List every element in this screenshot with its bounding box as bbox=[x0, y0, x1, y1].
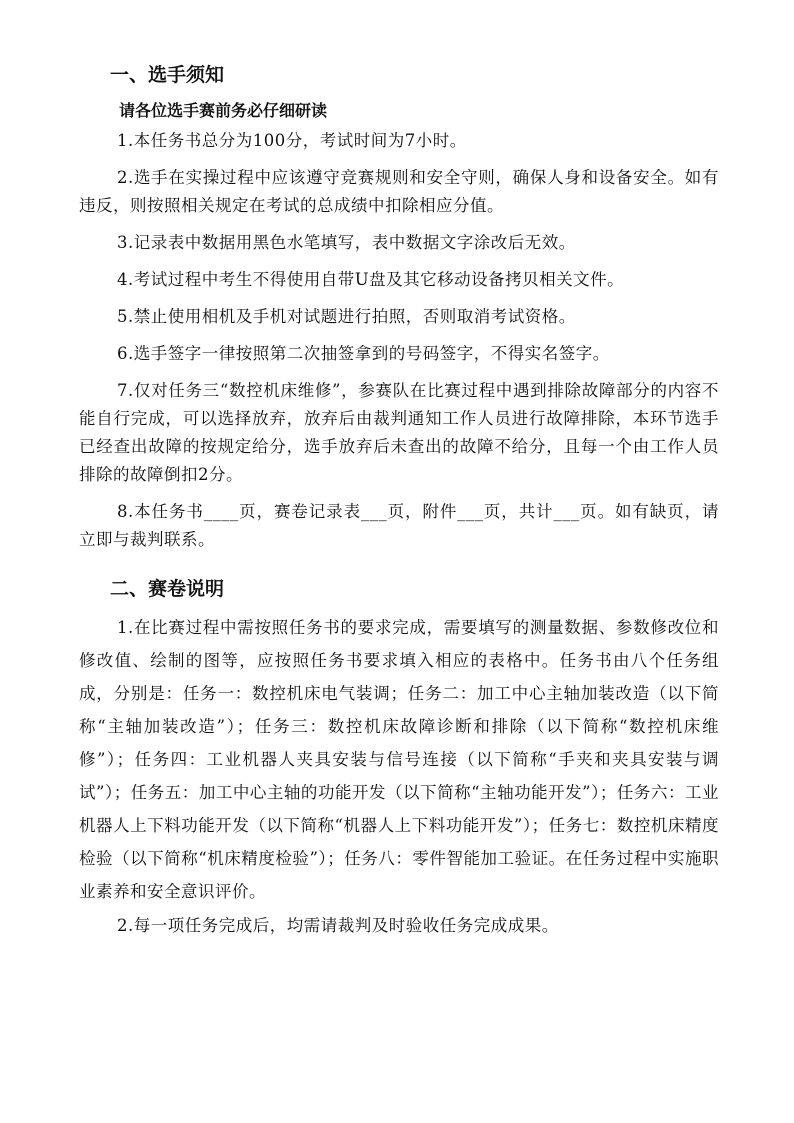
notice-item-6: 6.选手签字一律按照第二次抽签拿到的号码签字，不得实名签字。 bbox=[117, 344, 610, 363]
notice-item-4: 4.考试过程中考生不得使用自带U盘及其它移动设备拷贝相关文件。 bbox=[117, 270, 625, 289]
notice-item-3: 3.记录表中数据用黑色水笔填写，表中数据文字涂改后无效。 bbox=[117, 233, 576, 252]
instruction-item-2: 2.每一项任务完成后，均需请裁判及时验收任务完成成果。 bbox=[117, 916, 559, 935]
notice-item-8: 8.本任务书____页，赛卷记录表___页，附件___页，共计___页。如有缺页，请立即与裁判联系。 bbox=[79, 502, 719, 549]
instruction-item-1: 1.在比赛过程中需按照任务书的要求完成，需要填写的测量数据、参数修改位和修改值、绘制的图等，应按照任务书要求填入相应的表格中。任务书由八个任务组成，分别是：任务一：数控机床电气装调；任务二：加工中心主轴加装改造（以下简称“主轴加装改造”）；任务三：数控机床故障诊断和排除（以下简称“数控机床维修”）；任务四：工业机器人夹具安装与信号连接（以下简称“手夹和夹具安装与调试”）；任务五：加工中心主轴的功能开发（以下简称“主轴功能开发”）；任务六：工业机器人上下料功能开发（以下简称“机器人上下料功能开发”）；任务七：数控机床精度检验（以下简称“机床精度检验”）；任务八：零件智能加工验证。在任务过程中实施职业素养和安全意识评价。 bbox=[79, 618, 719, 901]
section-subheading: 请各位选手赛前务必仔细研读 bbox=[119, 101, 328, 120]
section-heading-contestant-notice: 一、选手须知 bbox=[110, 64, 225, 86]
section-heading-exam-instructions: 二、赛卷说明 bbox=[110, 578, 225, 600]
notice-item-2: 2.选手在实操过程中应该遵守竞赛规则和安全守则，确保人身和设备安全。如有违反，则按照相关规定在考试的总成绩中扣除相应分值。 bbox=[79, 168, 719, 215]
notice-item-5: 5.禁止使用相机及手机对试题进行拍照，否则取消考试资格。 bbox=[117, 307, 576, 326]
notice-item-1: 1.本任务书总分为100分，考试时间为7小时。 bbox=[117, 131, 467, 150]
notice-item-7: 7.仅对任务三“数控机床维修”，参赛队在比赛过程中遇到排除故障部分的内容不能自行完成，可以选择放弃，放弃后由裁判通知工作人员进行故障排除，本环节选手已经查出故障的按规定给分，选手放弃后未查出的故障不给分，且每一个由工作人员排除的故障倒扣2分。 bbox=[79, 381, 719, 484]
document-body bbox=[79, 62, 719, 949]
